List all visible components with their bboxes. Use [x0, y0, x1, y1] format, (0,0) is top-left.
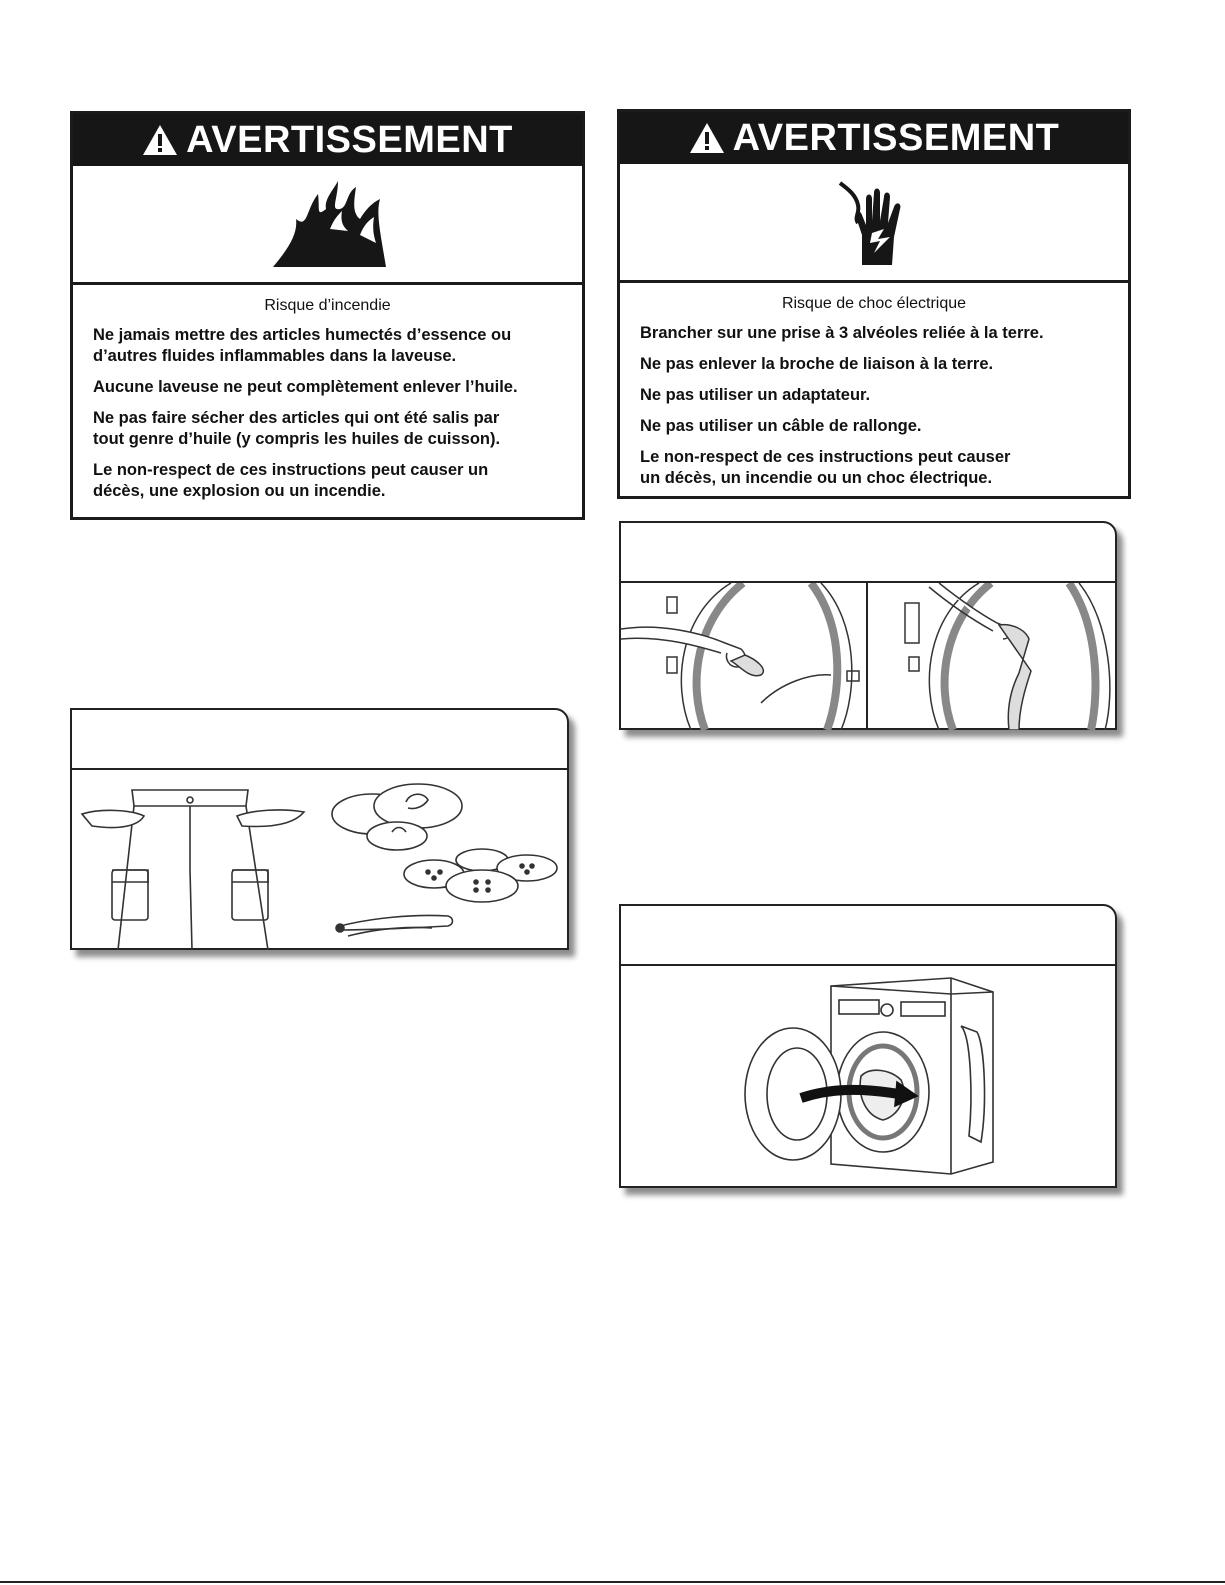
pockets-card	[70, 708, 569, 950]
warning-electric-box	[617, 109, 1131, 499]
fire-icon	[268, 179, 388, 269]
warning-line: Le non-respect de ces instructions peut causer un décès, une explosion ou un incendie.	[93, 461, 489, 500]
door-gasket-cleaning-illustration	[621, 583, 1115, 730]
warning-body	[73, 285, 582, 520]
warning-line: Ne pas utiliser un adaptateur.	[640, 386, 871, 404]
card-header-strip	[72, 710, 567, 770]
hazard-icon-area	[73, 166, 582, 285]
warning-header	[620, 112, 1128, 164]
warning-header-label: AVERTISSEMENT	[732, 116, 1060, 159]
gasket-cleaning-card	[619, 521, 1117, 730]
warning-body	[620, 283, 1128, 507]
warning-line: Ne pas faire sécher des articles qui ont été salis par tout genre d’huile (y compris les huiles de cuisson).	[93, 409, 501, 448]
warning-line: Aucune laveuse ne peut complètement enlever l’huile.	[93, 378, 518, 396]
warning-line: Ne pas utiliser un câble de rallonge.	[640, 417, 922, 435]
warning-line: Le non-respect de ces instructions peut causer un décès, un incendie ou un choc électrique.	[640, 448, 1011, 487]
warning-triangle-icon	[689, 122, 725, 154]
warning-header	[73, 114, 582, 166]
warning-line: Ne pas enlever la broche de liaison à la terre.	[640, 355, 994, 373]
hazard-title: Risque de choc électrique	[781, 295, 967, 312]
hazard-title: Risque d’incendie	[264, 297, 391, 314]
pockets-coins-buttons-pins-illustration	[72, 770, 567, 950]
electric-shock-hand-icon	[834, 177, 914, 267]
warning-line: Brancher sur une prise à 3 alvéoles reliée à la terre.	[640, 324, 1044, 342]
washer-loading-card	[619, 904, 1117, 1188]
warning-line: Ne jamais mettre des articles humectés d’essence ou d’autres fluides inflammables dans la laveuse.	[93, 326, 512, 365]
warning-header-label: AVERTISSEMENT	[186, 118, 513, 161]
page-bottom-rule	[0, 1581, 1225, 1583]
card-header-strip	[621, 523, 1115, 583]
washer-loading-illustration	[621, 966, 1115, 1188]
warning-triangle-icon	[142, 124, 178, 156]
hazard-icon-area	[620, 164, 1128, 283]
card-header-strip	[621, 906, 1115, 966]
warning-fire-box	[70, 111, 585, 520]
